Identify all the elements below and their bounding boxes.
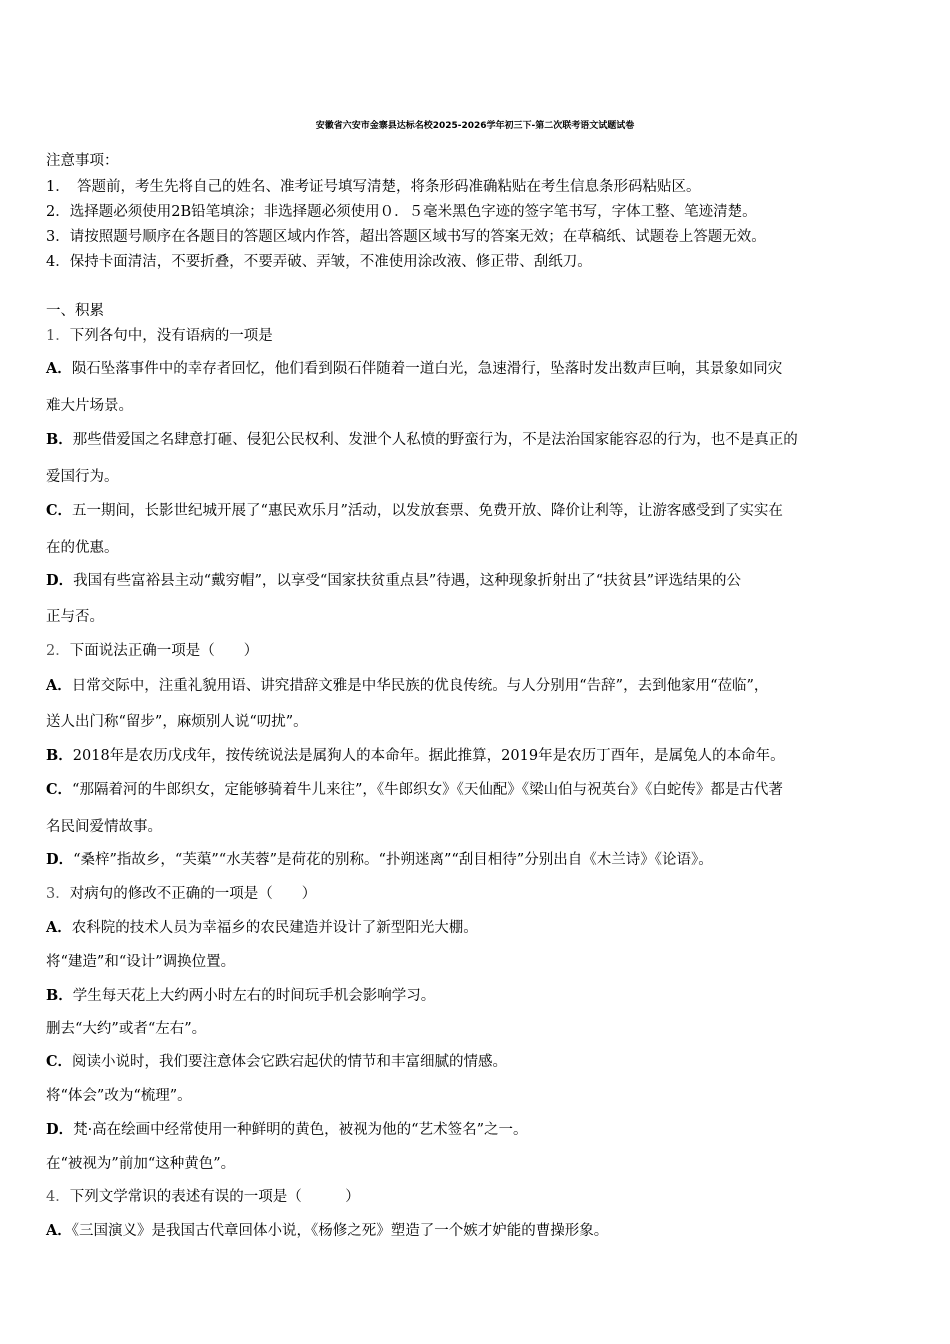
option-text: “那隔着河的牛郎织女，定能够骑着牛儿来往”，《牛郎织女》《天仙配》《梁山伯与祝英台》《白蛇传》都是古代著 [72, 782, 783, 798]
option-c-revision: 将“体会”改为“梳理”。 [46, 1088, 192, 1104]
option-text: 日常交际中，注重礼貌用语、讲究措辞文雅是中华民族的优良传统。与人分别用“告辞”，去到他家用“莅临”， [71, 678, 769, 694]
option-label: A． [46, 1222, 72, 1239]
option-b-continued: 爱国行为。 [46, 469, 119, 485]
option-label: B． [46, 431, 73, 448]
notice-item: 2．选择题必须使用2B铅笔填涂；非选择题必须使用０．５毫米黑色字迹的签字笔书写，字体工整、笔迹清楚。 [46, 204, 757, 220]
option-b [46, 746, 785, 766]
notice-item: 1． 答题前，考生先将自己的姓名、准考证号填写清楚，将条形码准确粘贴在考生信息条形码粘贴区。 [46, 179, 701, 195]
page-title: 安徽省六安市金寨县达标名校2025-2026学年初三下-第二次联考语文试题试卷 [315, 121, 635, 131]
option-text: 梵·高在绘画中经常使用一种鲜明的黄色，被视为他的“艺术签名”之一。 [73, 1122, 528, 1138]
option-label: C． [46, 1053, 73, 1070]
option-label: D． [46, 1121, 74, 1138]
option-c-continued: 名民间爱情故事。 [46, 819, 162, 835]
question-text: 对病句的修改不正确的一项是（ ） [69, 886, 317, 902]
option-d-continued: 正与否。 [46, 609, 104, 625]
option-text: 学生每天花上大约两小时左右的时间玩手机会影响学习。 [72, 988, 436, 1004]
option-text: “桑梓”指故乡，“芙蕖”“水芙蓉”是荷花的别称。“扑朔迷离”“刮目相待”分别出自《木兰诗》《论语》。 [73, 852, 713, 868]
option-c-continued: 在的优惠。 [46, 540, 119, 556]
option-d [46, 850, 713, 870]
option-text: 2018年是农历戊戌年，按传统说法是属狗人的本命年。据此推算，2019年是农历丁酉年，是属兔人的本命年。 [72, 748, 785, 764]
option-b [46, 986, 435, 1006]
option-c [46, 501, 783, 521]
option-label: A． [46, 360, 72, 377]
option-text: 阅读小说时，我们要注意体会它跌宕起伏的情节和丰富细腻的情感。 [72, 1054, 508, 1070]
notice-heading: 注意事项： [46, 153, 119, 169]
option-label: A． [46, 677, 72, 694]
option-label: A． [46, 919, 72, 936]
option-a-continued: 送人出门称“留步”，麻烦别人说“叨扰”。 [46, 714, 308, 730]
option-text: 陨石坠落事件中的幸存者回忆，他们看到陨石伴随着一道白光，急速滑行，坠落时发出数声巨响，其景象如同灾 [71, 361, 783, 377]
option-label: D． [46, 572, 74, 589]
question-number: 1． [46, 328, 70, 344]
question-text: 下面说法正确一项是（ ） [69, 643, 259, 659]
option-a-continued: 难大片场景。 [46, 398, 133, 414]
option-a [46, 676, 768, 696]
question-number: 4． [46, 1189, 70, 1205]
option-d [46, 571, 741, 591]
option-label: B． [46, 987, 73, 1004]
option-label: B． [46, 747, 73, 764]
option-text: 农科院的技术人员为幸福乡的农民建造并设计了新型阳光大棚。 [71, 920, 478, 936]
option-text: 那些借爱国之名肆意打砸、侵犯公民权利、发泄个人私愤的野蛮行为，不是法治国家能容忍的行为，也不是真正的 [72, 432, 798, 448]
option-a [46, 918, 478, 938]
notice-item: 3．请按照题号顺序在各题目的答题区域内作答，超出答题区域书写的答案无效；在草稿纸、试题卷上答题无效。 [46, 229, 766, 245]
question-text: 下列文学常识的表述有误的一项是（ ） [69, 1189, 360, 1205]
question-text: 下列各句中，没有语病的一项是 [69, 328, 273, 344]
option-c [46, 1052, 507, 1072]
option-a [46, 359, 782, 379]
question-number: 3． [46, 886, 70, 902]
question-1-stem [46, 326, 273, 346]
option-b-revision: 删去“大约”或者“左右”。 [46, 1021, 207, 1037]
question-4-stem [46, 1187, 360, 1207]
option-text: 我国有些富裕县主动“戴穷帽”，以享受“国家扶贫重点县”待遇，这种现象折射出了“扶贫县”评选结果的公 [73, 573, 742, 589]
question-3-stem [46, 884, 316, 904]
option-c [46, 780, 783, 800]
option-text: 五一期间，长影世纪城开展了“惠民欢乐月”活动，以发放套票、免费开放、降价让利等，让游客感受到了实实在 [72, 503, 783, 519]
option-label: C． [46, 502, 73, 519]
question-2-stem [46, 641, 258, 661]
question-number: 2． [46, 643, 70, 659]
option-d-revision: 在“被视为”前加“这种黄色”。 [46, 1156, 236, 1172]
option-a-revision: 将“建造”和“设计”调换位置。 [46, 954, 236, 970]
section-heading: 一、积累 [46, 303, 104, 319]
option-a [46, 1221, 608, 1241]
option-text: 《三国演义》是我国古代章回体小说，《杨修之死》塑造了一个嫉才妒能的曹操形象。 [71, 1223, 609, 1239]
notice-item: 4．保持卡面清洁，不要折叠，不要弄破、弄皱，不准使用涂改液、修正带、刮纸刀。 [46, 254, 592, 270]
option-label: D． [46, 851, 74, 868]
option-b [46, 430, 798, 450]
option-label: C． [46, 781, 73, 798]
option-d [46, 1120, 528, 1140]
